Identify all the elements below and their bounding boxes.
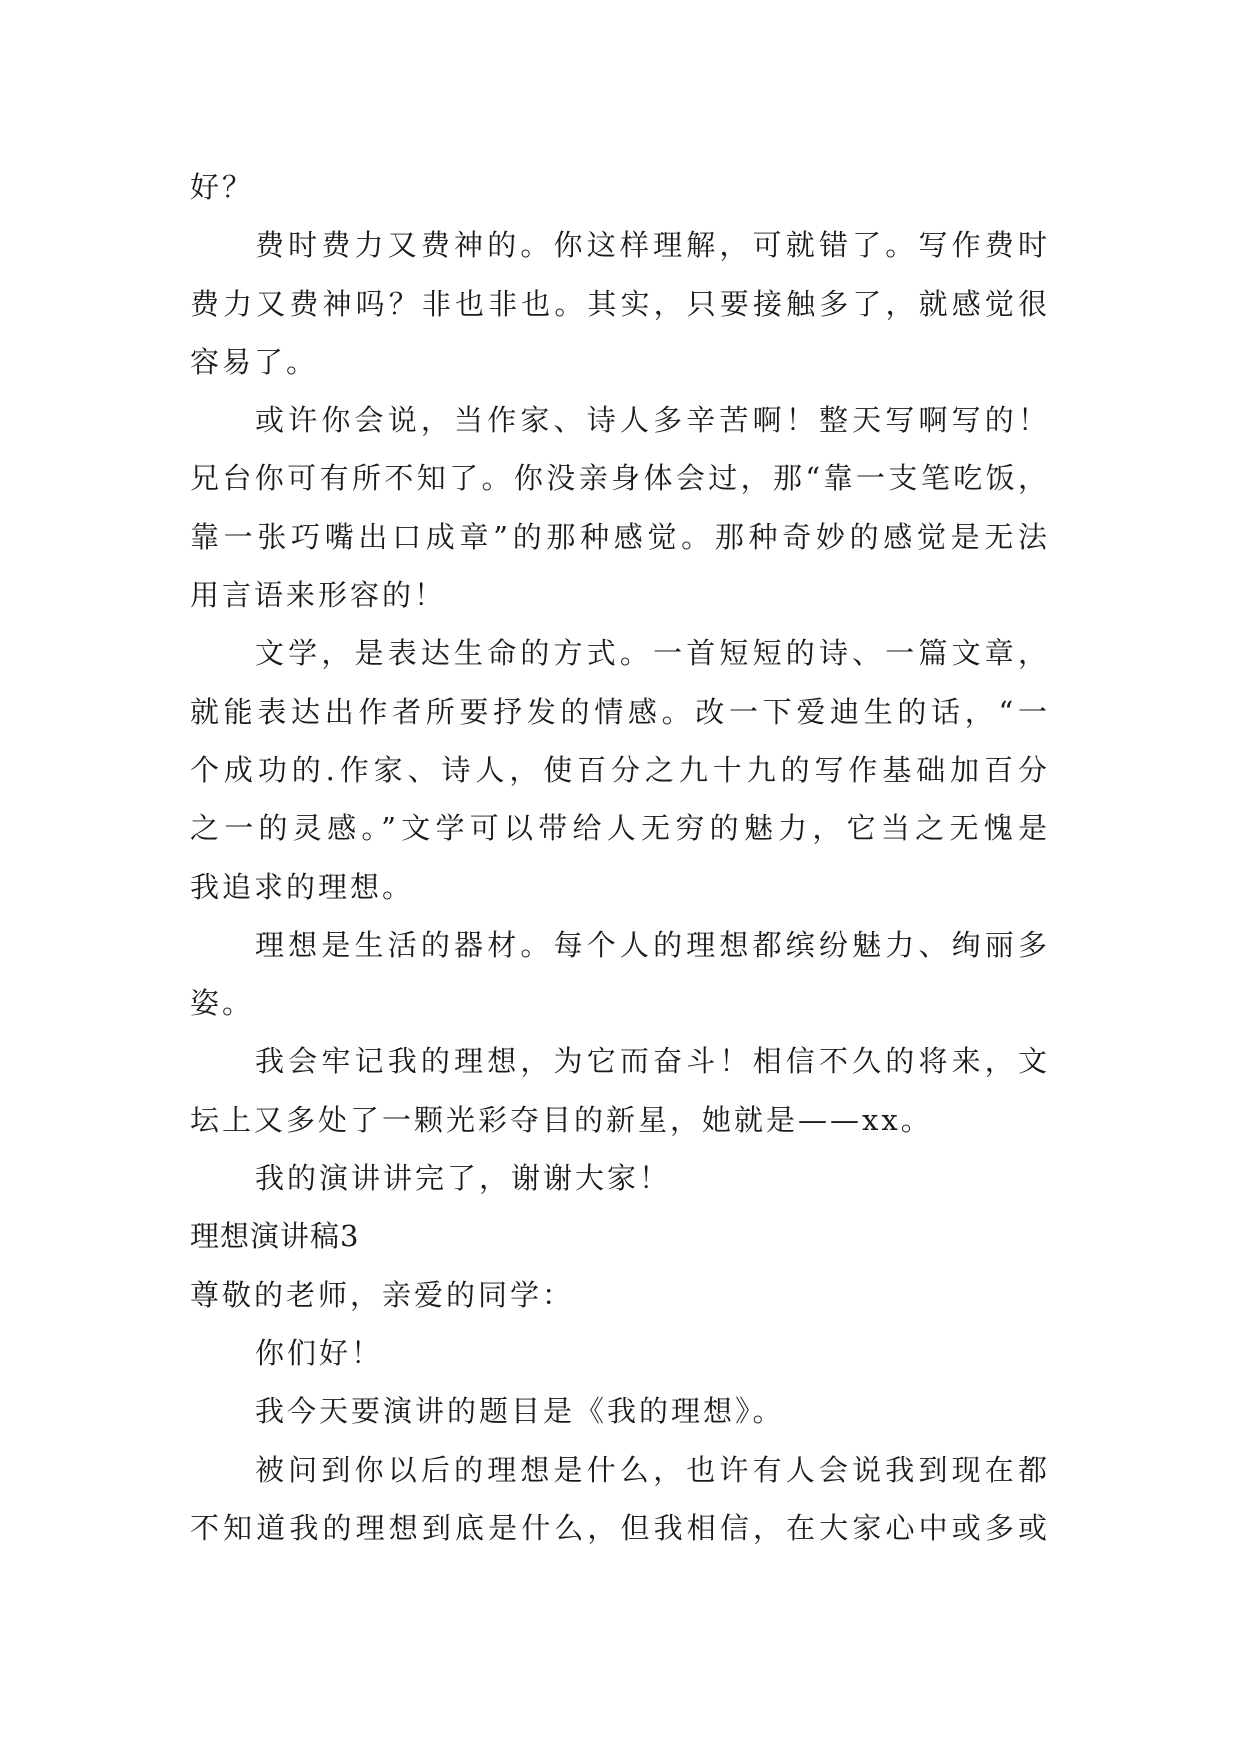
text-line: 坛上又多处了一颗光彩夺目的新星，她就是——xx。 (190, 1102, 933, 1137)
salutation: 尊敬的老师，亲爱的同学： (190, 1277, 575, 1312)
text-line: 兄台你可有所不知了。你没亲身体会过，那“靠一支笔吃饭， (190, 461, 1050, 496)
text-line: 好？ (190, 170, 255, 204)
text-line: 或许你会说，当作家、诗人多辛苦啊！整天写啊写的！ (255, 403, 1050, 438)
text-line: 我追求的理想。 (190, 869, 415, 904)
text-line: 我的演讲讲完了，谢谢大家！ (255, 1161, 672, 1196)
text-line: 理想是生活的器材。每个人的理想都缤纷魅力、绚丽多 (255, 927, 1050, 962)
text-line: 个成功的.作家、诗人，使百分之九十九的写作基础加百分 (190, 752, 1050, 787)
text-line: 不知道我的理想到底是什么，但我相信，在大家心中或多或 (190, 1510, 1050, 1545)
text-line: 之一的灵感。”文学可以带给人无穷的魅力，它当之无愧是 (190, 811, 1050, 846)
text-line: 你们好！ (255, 1335, 384, 1370)
text-line: 费力又费神吗？非也非也。其实，只要接触多了，就感觉很 (190, 286, 1050, 321)
text-line: 我今天要演讲的题目是《我的理想》。 (255, 1394, 785, 1429)
text-line: 用言语来形容的！ (190, 578, 447, 613)
document-body (190, 158, 1050, 1557)
text-line: 就能表达出作者所要抒发的情感。改一下爱迪生的话，“一 (190, 694, 1050, 729)
text-line: 姿。 (190, 986, 255, 1021)
text-line: 容易了。 (190, 344, 319, 379)
text-line: 我会牢记我的理想，为它而奋斗！相信不久的将来，文 (255, 1044, 1050, 1079)
text-line: 文学，是表达生命的方式。一首短短的诗、一篇文章， (255, 636, 1050, 671)
text-line: 靠一张巧嘴出口成章”的那种感觉。那种奇妙的感觉是无法 (190, 519, 1050, 554)
section-heading: 理想演讲稿3 (190, 1219, 360, 1254)
text-line: 被问到你以后的理想是什么，也许有人会说我到现在都 (255, 1452, 1050, 1487)
text-line: 费时费力又费神的。你这样理解，可就错了。写作费时 (255, 228, 1050, 263)
